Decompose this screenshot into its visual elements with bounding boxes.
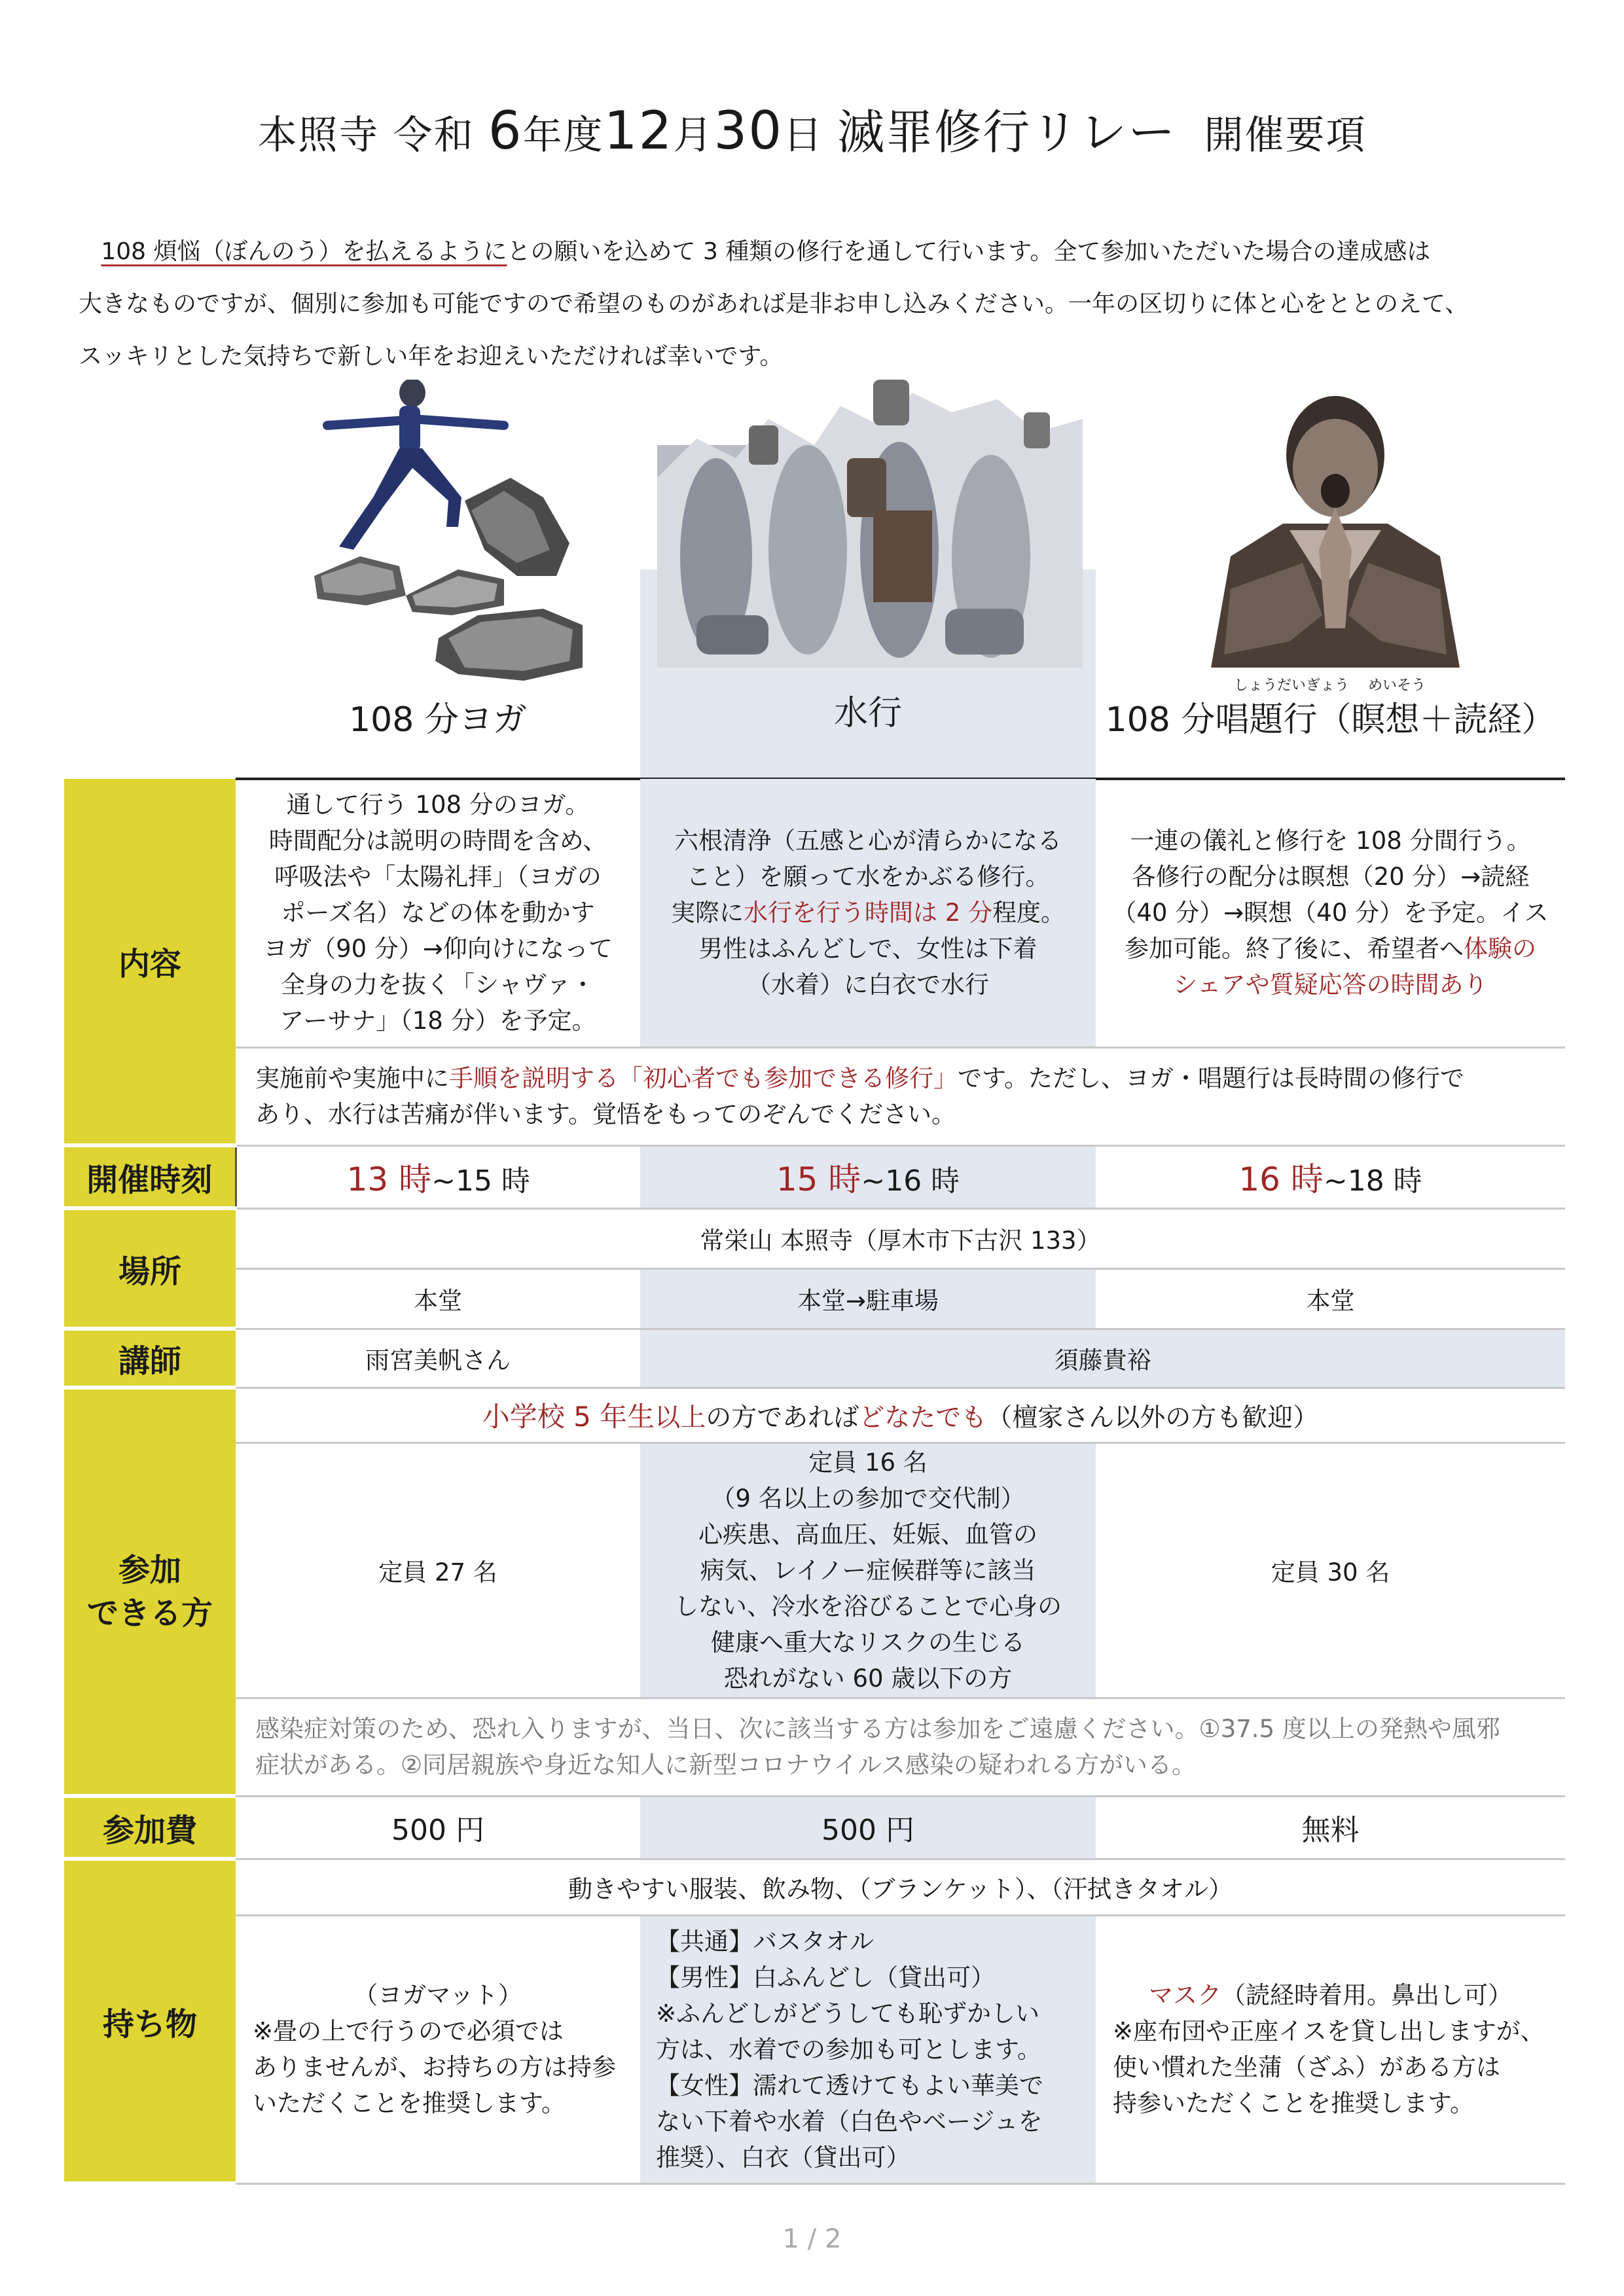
fee-chant: 無料 <box>1096 1796 1565 1859</box>
items-yoga: （ヨガマット） ※畳の上で行うので必須では ありませんが、お持ちの方は持参 いただくことを推奨します。 <box>236 1915 640 2183</box>
place-chant: 本堂 <box>1096 1268 1565 1329</box>
eligible-water: 定員 16 名 （9 名以上の参加で交代制） 心疾患、高血圧、妊娠、血管の 病気、レイノー症候群等に該当 しない、冷水を浴びることで心身の 健康へ重大なリスクの生じる 恐れがない 60 歳以下の方 <box>640 1443 1096 1698</box>
teacher-row <box>64 1329 1565 1388</box>
place-row <box>64 1268 1565 1329</box>
page-number: 1 / 2 <box>782 2224 842 2254</box>
content-label: 内容 <box>64 779 236 1145</box>
eligible-row <box>64 1443 1565 1698</box>
fee-yoga: 500 円 <box>236 1796 640 1859</box>
water-column-header: 水行 <box>833 694 902 733</box>
eligible-common: 小学校 5 年生以上の方であればどなたでも（檀家さん以外の方も歓迎） <box>236 1388 1565 1443</box>
water-illustration <box>657 367 1083 668</box>
items-common-row <box>64 1859 1565 1915</box>
chant-ruby-2: めいそう <box>1368 677 1426 694</box>
eligible-chant: 定員 30 名 <box>1096 1443 1565 1698</box>
items-label: 持ち物 <box>64 1859 236 2183</box>
items-row <box>64 1915 1565 2183</box>
eligible-label: 参加 できる方 <box>64 1388 236 1796</box>
yoga-column-header: 108 分ヨガ <box>349 700 527 740</box>
content-yoga: 通して行う 108 分のヨガ。 時間配分は説明の時間を含め、 呼吸法や「太陽礼拝」（ヨガの ポーズ名）などの体を動かす ヨガ（90 分）→仰向けになって 全身の力を抜く「シャヴァ・ アーサナ」（18 分）を予定。 <box>236 779 640 1047</box>
eligible-note: 感染症対策のため、恐れ入りますが、当日、次に該当する方は参加をご遠慮ください。①37.5 度以上の発熱や風邪 症状がある。②同居親族や身近な知人に新型コロナウイルス感染の疑われる方がいる。 <box>236 1698 1565 1796</box>
page-title: 本照寺 令和 6年度12月30日 滅罪修行リレー 開催要項 <box>257 100 1367 161</box>
eligible-common-row <box>64 1388 1565 1443</box>
items-common: 動きやすい服装、飲み物、（ブランケット）、（汗拭きタオル） <box>236 1859 1565 1915</box>
yoga-illustration <box>308 380 609 687</box>
teacher-yoga: 雨宮美帆さん <box>236 1329 640 1388</box>
place-common: 常栄山 本照寺（厚木市下古沢 133） <box>236 1208 1565 1268</box>
eligible-yoga: 定員 27 名 <box>236 1443 640 1698</box>
place-yoga: 本堂 <box>236 1268 640 1329</box>
teacher-label: 講師 <box>64 1329 236 1388</box>
fee-water: 500 円 <box>640 1796 1096 1859</box>
place-label: 場所 <box>64 1208 236 1329</box>
time-row <box>64 1145 1565 1208</box>
eligible-note-row <box>64 1698 1565 1796</box>
intro-text: 108 煩悩（ぼんのう）を払えるようにとの願いを込めて 3 種類の修行を通して行います。全て参加いただいた場合の達成感は 大きなものですが、個別に参加も可能ですので希望のものがあれば是非お申し込みください。一年の区切りに体と心をととのえて、 スッキリとした気持ちで新しい年をお迎えいただければ幸いです。 <box>79 238 1469 370</box>
chant-ruby-1: しょうだいぎょう <box>1234 677 1350 694</box>
items-chant: マスク（読経時着用。鼻出し可） ※座布団や正座イスを貸し出しますが、 使い慣れた坐蒲（ざふ）がある方は 持参いただくことを推奨します。 <box>1096 1915 1565 2183</box>
content-chant: 一連の儀礼と修行を 108 分間行う。 各修行の配分は瞑想（20 分）→読経 （40 分）→瞑想（40 分）を予定。イス 参加可能。終了後に、希望者へ体験の シェアや質疑応答の時間あり <box>1096 779 1565 1047</box>
items-water: 【共通】バスタオル 【男性】白ふんどし（貸出可） ※ふんどしがどうしても恥ずかしい 方は、水着での参加も可とします。 【女性】濡れて透けてもよい華美で ない下着や水着（白色やベージュを 推奨）、白衣（貸出可） <box>640 1915 1096 2183</box>
time-chant: 16 時~18 時 <box>1096 1145 1565 1208</box>
content-water: 六根清浄（五感と心が清らかになる こと）を願って水をかぶる修行。 実際に水行を行う時間は 2 分程度。 男性はふんどしで、女性は下着 （水着）に白衣で水行 <box>640 779 1096 1047</box>
content-note: 実施前や実施中に手順を説明する「初心者でも参加できる修行」です。ただし、ヨガ・唱題行は長時間の修行で あり、水行は苦痛が伴います。覚悟をもってのぞんでください。 <box>236 1047 1565 1145</box>
teacher-other: 須藤貴裕 <box>640 1329 1565 1388</box>
time-label: 開催時刻 <box>64 1145 236 1208</box>
time-yoga: 13 時~15 時 <box>236 1145 640 1208</box>
time-water: 15 時~16 時 <box>640 1145 1096 1208</box>
fee-row <box>64 1796 1565 1859</box>
place-common-row <box>64 1208 1565 1268</box>
place-water: 本堂→駐車場 <box>640 1268 1096 1329</box>
chant-column-header: 108 分唱題行（瞑想＋読経） <box>1105 700 1556 740</box>
content-row <box>64 779 1565 1047</box>
chant-illustration <box>1191 393 1479 668</box>
program-table <box>64 779 1565 2185</box>
content-note-row <box>64 1047 1565 1145</box>
fee-label: 参加費 <box>64 1796 236 1859</box>
